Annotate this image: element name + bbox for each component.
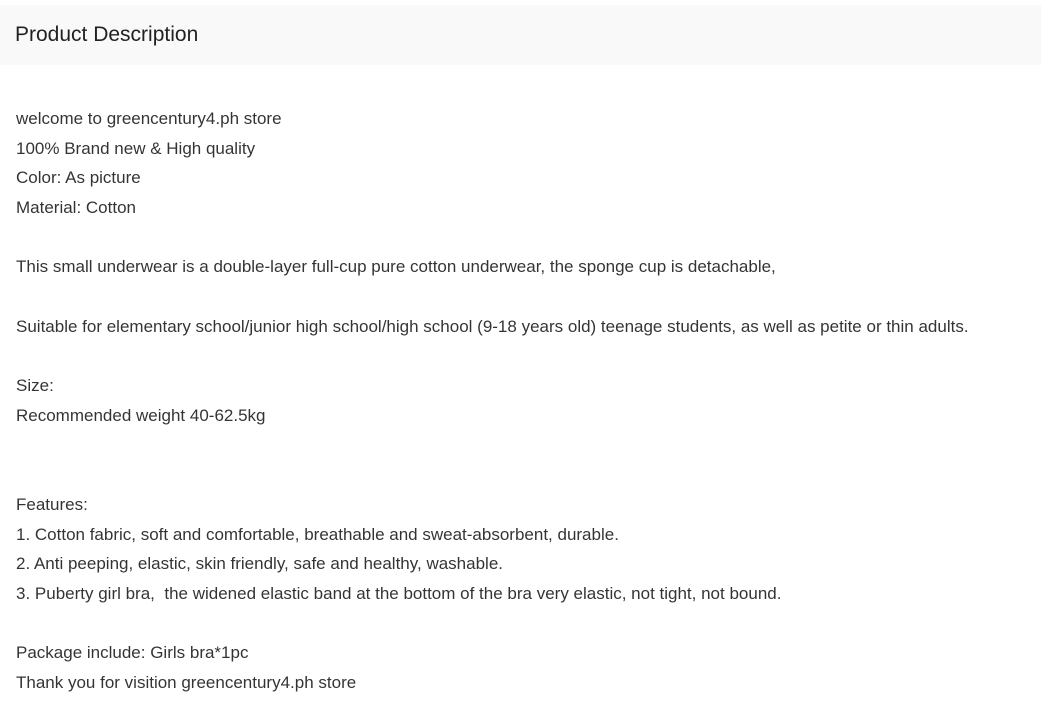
description-line: 100% Brand new & High quality [16,138,256,158]
description-line: Recommended weight 40-62.5kg [16,405,266,425]
description-line: Color: As picture [16,168,141,188]
description-line [16,342,1031,372]
description-line: Features: [16,494,88,514]
description-line: 2. Anti peeping, elastic, skin friendly, safe and healthy, washable. [16,554,503,574]
description-line [16,431,1031,461]
product-description-header [0,5,1041,65]
description-line [16,282,1031,312]
description-line: Suitable for elementary school/junior high school/high school (9-18 years old) teenage students, as well as petite or thin adults. [16,316,969,336]
description-line: Thank you for visition greencentury4.ph store [16,673,357,693]
description-line: 1. Cotton fabric, soft and comfortable, breathable and sweat-absorbent, durable. [16,524,619,544]
description-line: Size: [16,376,54,396]
description-line: Package include: Girls bra*1pc [16,643,249,663]
description-line [16,609,1031,639]
description-line [16,223,1031,253]
description-line: Material: Cotton [16,198,136,218]
product-description-body [16,104,1031,698]
description-line: 3. Puberty girl bra, the widened elastic band at the bottom of the bra very elastic, not tight, not bound. [16,584,782,603]
description-line: This small underwear is a double-layer full-cup pure cotton underwear, the sponge cup is detachable, [16,257,776,277]
description-line [16,460,1031,490]
product-description-title: Product Description [15,23,199,46]
description-line: welcome to greencentury4.ph store [16,109,282,128]
